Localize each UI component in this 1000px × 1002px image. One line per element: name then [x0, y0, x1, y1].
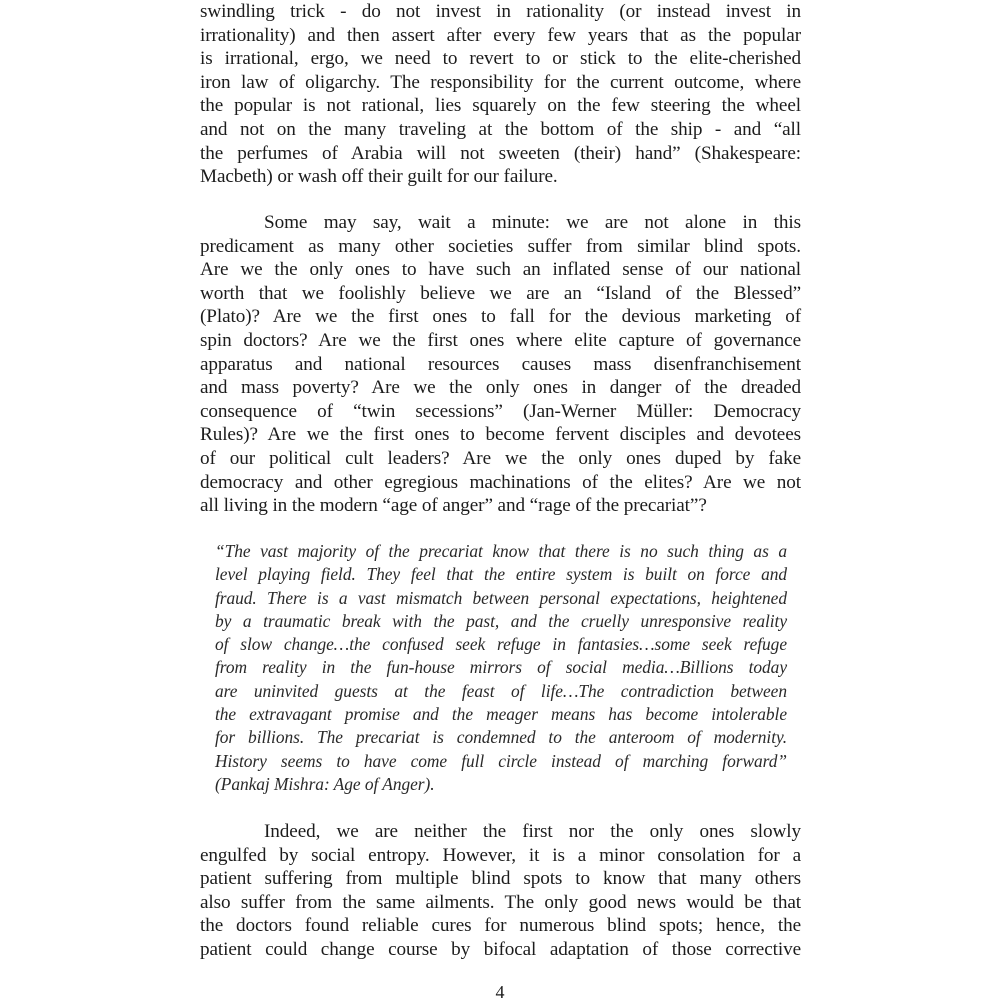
text-line: and mass poverty? Are we the only ones in danger of the dreaded: [200, 377, 801, 399]
quote-line: “The vast majority of the precariat know that there is no such thing as a: [215, 541, 787, 561]
text-line: engulfed by social entropy. However, it is a minor consolation for a: [200, 844, 801, 866]
quote-line: for billions. The precariat is condemned to the anteroom of modernity.: [215, 727, 787, 748]
text-line: patient suffering from multiple blind spots to know that many others: [200, 868, 801, 890]
quote-line: of slow change…the confused seek refuge in fantasies…some seek refuge: [215, 634, 787, 655]
quote-line: fraud. There is a vast mismatch between personal expectations, heightened: [215, 587, 787, 608]
quote-line: level playing field. They feel that the entire system is built on force and: [215, 564, 787, 585]
quote-citation: (Pankaj Mishra: Age of Anger).: [215, 773, 435, 794]
text-line: of our political cult leaders? Are we the only ones duped by fake: [200, 447, 801, 469]
paragraph-continuation: [200, 0, 801, 189]
text-line: all living in the modern “age of anger” and “rage of the precariat”?: [200, 495, 707, 517]
text-line: iron law of oligarchy. The responsibility for the current outcome, where: [200, 71, 801, 93]
text-line: the doctors found reliable cures for numerous blind spots; hence, the: [200, 915, 801, 937]
text-line: Macbeth) or wash off their guilt for our failure.: [200, 166, 558, 188]
text-line: irrationality) and then assert after every few years that as the popular: [200, 24, 801, 46]
paragraph-some-may-say: [200, 211, 801, 518]
quote-line: by a traumatic break with the past, and the cruelly unresponsive reality: [215, 610, 787, 631]
paragraph-indeed: [200, 820, 801, 962]
text-line: Some may say, wait a minute: we are not alone in this: [264, 212, 801, 233]
quote-line: History seems to have come full circle instead of marching forward”: [215, 750, 787, 771]
quote-line: the extravagant promise and the meager means has become intolerable: [215, 704, 787, 725]
text-line: democracy and other egregious machinations of the elites? Are we not: [200, 471, 801, 493]
text-line: consequence of “twin secessions” (Jan-Werner Müller: Democracy: [200, 400, 801, 422]
text-line: and not on the many traveling at the bottom of the ship - and “all: [200, 118, 801, 140]
text-line: Are we the only ones to have such an inflated sense of our national: [200, 259, 801, 281]
text-line: the popular is not rational, lies squarely on the few steering the wheel: [200, 95, 801, 117]
text-line: apparatus and national resources causes mass disenfranchisement: [200, 353, 801, 375]
quote-line: from reality in the fun-house mirrors of social media…Billions today: [215, 657, 787, 678]
text-line: (Plato)? Are we the first ones to fall for the devious marketing of: [200, 306, 801, 328]
text-line: Indeed, we are neither the first nor the only ones slowly: [264, 821, 801, 842]
text-line: Rules)? Are we the first ones to become fervent disciples and devotees: [200, 424, 801, 446]
block-quote: [215, 540, 787, 796]
text-line: patient could change course by bifocal adaptation of those corrective: [200, 938, 801, 960]
text-line: also suffer from the same ailments. The only good news would be that: [200, 891, 801, 913]
text-line: worth that we foolishly believe we are an “Island of the Blessed”: [200, 282, 801, 304]
text-line: the perfumes of Arabia will not sweeten (their) hand” (Shakespeare:: [200, 142, 801, 164]
quote-line: are uninvited guests at the feast of life…The contradiction between: [215, 680, 787, 701]
text-line: swindling trick - do not invest in rationality (or instead invest in: [200, 1, 801, 22]
text-line: predicament as many other societies suffer from similar blind spots.: [200, 235, 801, 257]
text-line: is irrational, ergo, we need to revert to or stick to the elite-cherished: [200, 48, 801, 70]
text-line: spin doctors? Are we the first ones where elite capture of governance: [200, 329, 801, 351]
page-number: 4: [495, 982, 505, 1002]
